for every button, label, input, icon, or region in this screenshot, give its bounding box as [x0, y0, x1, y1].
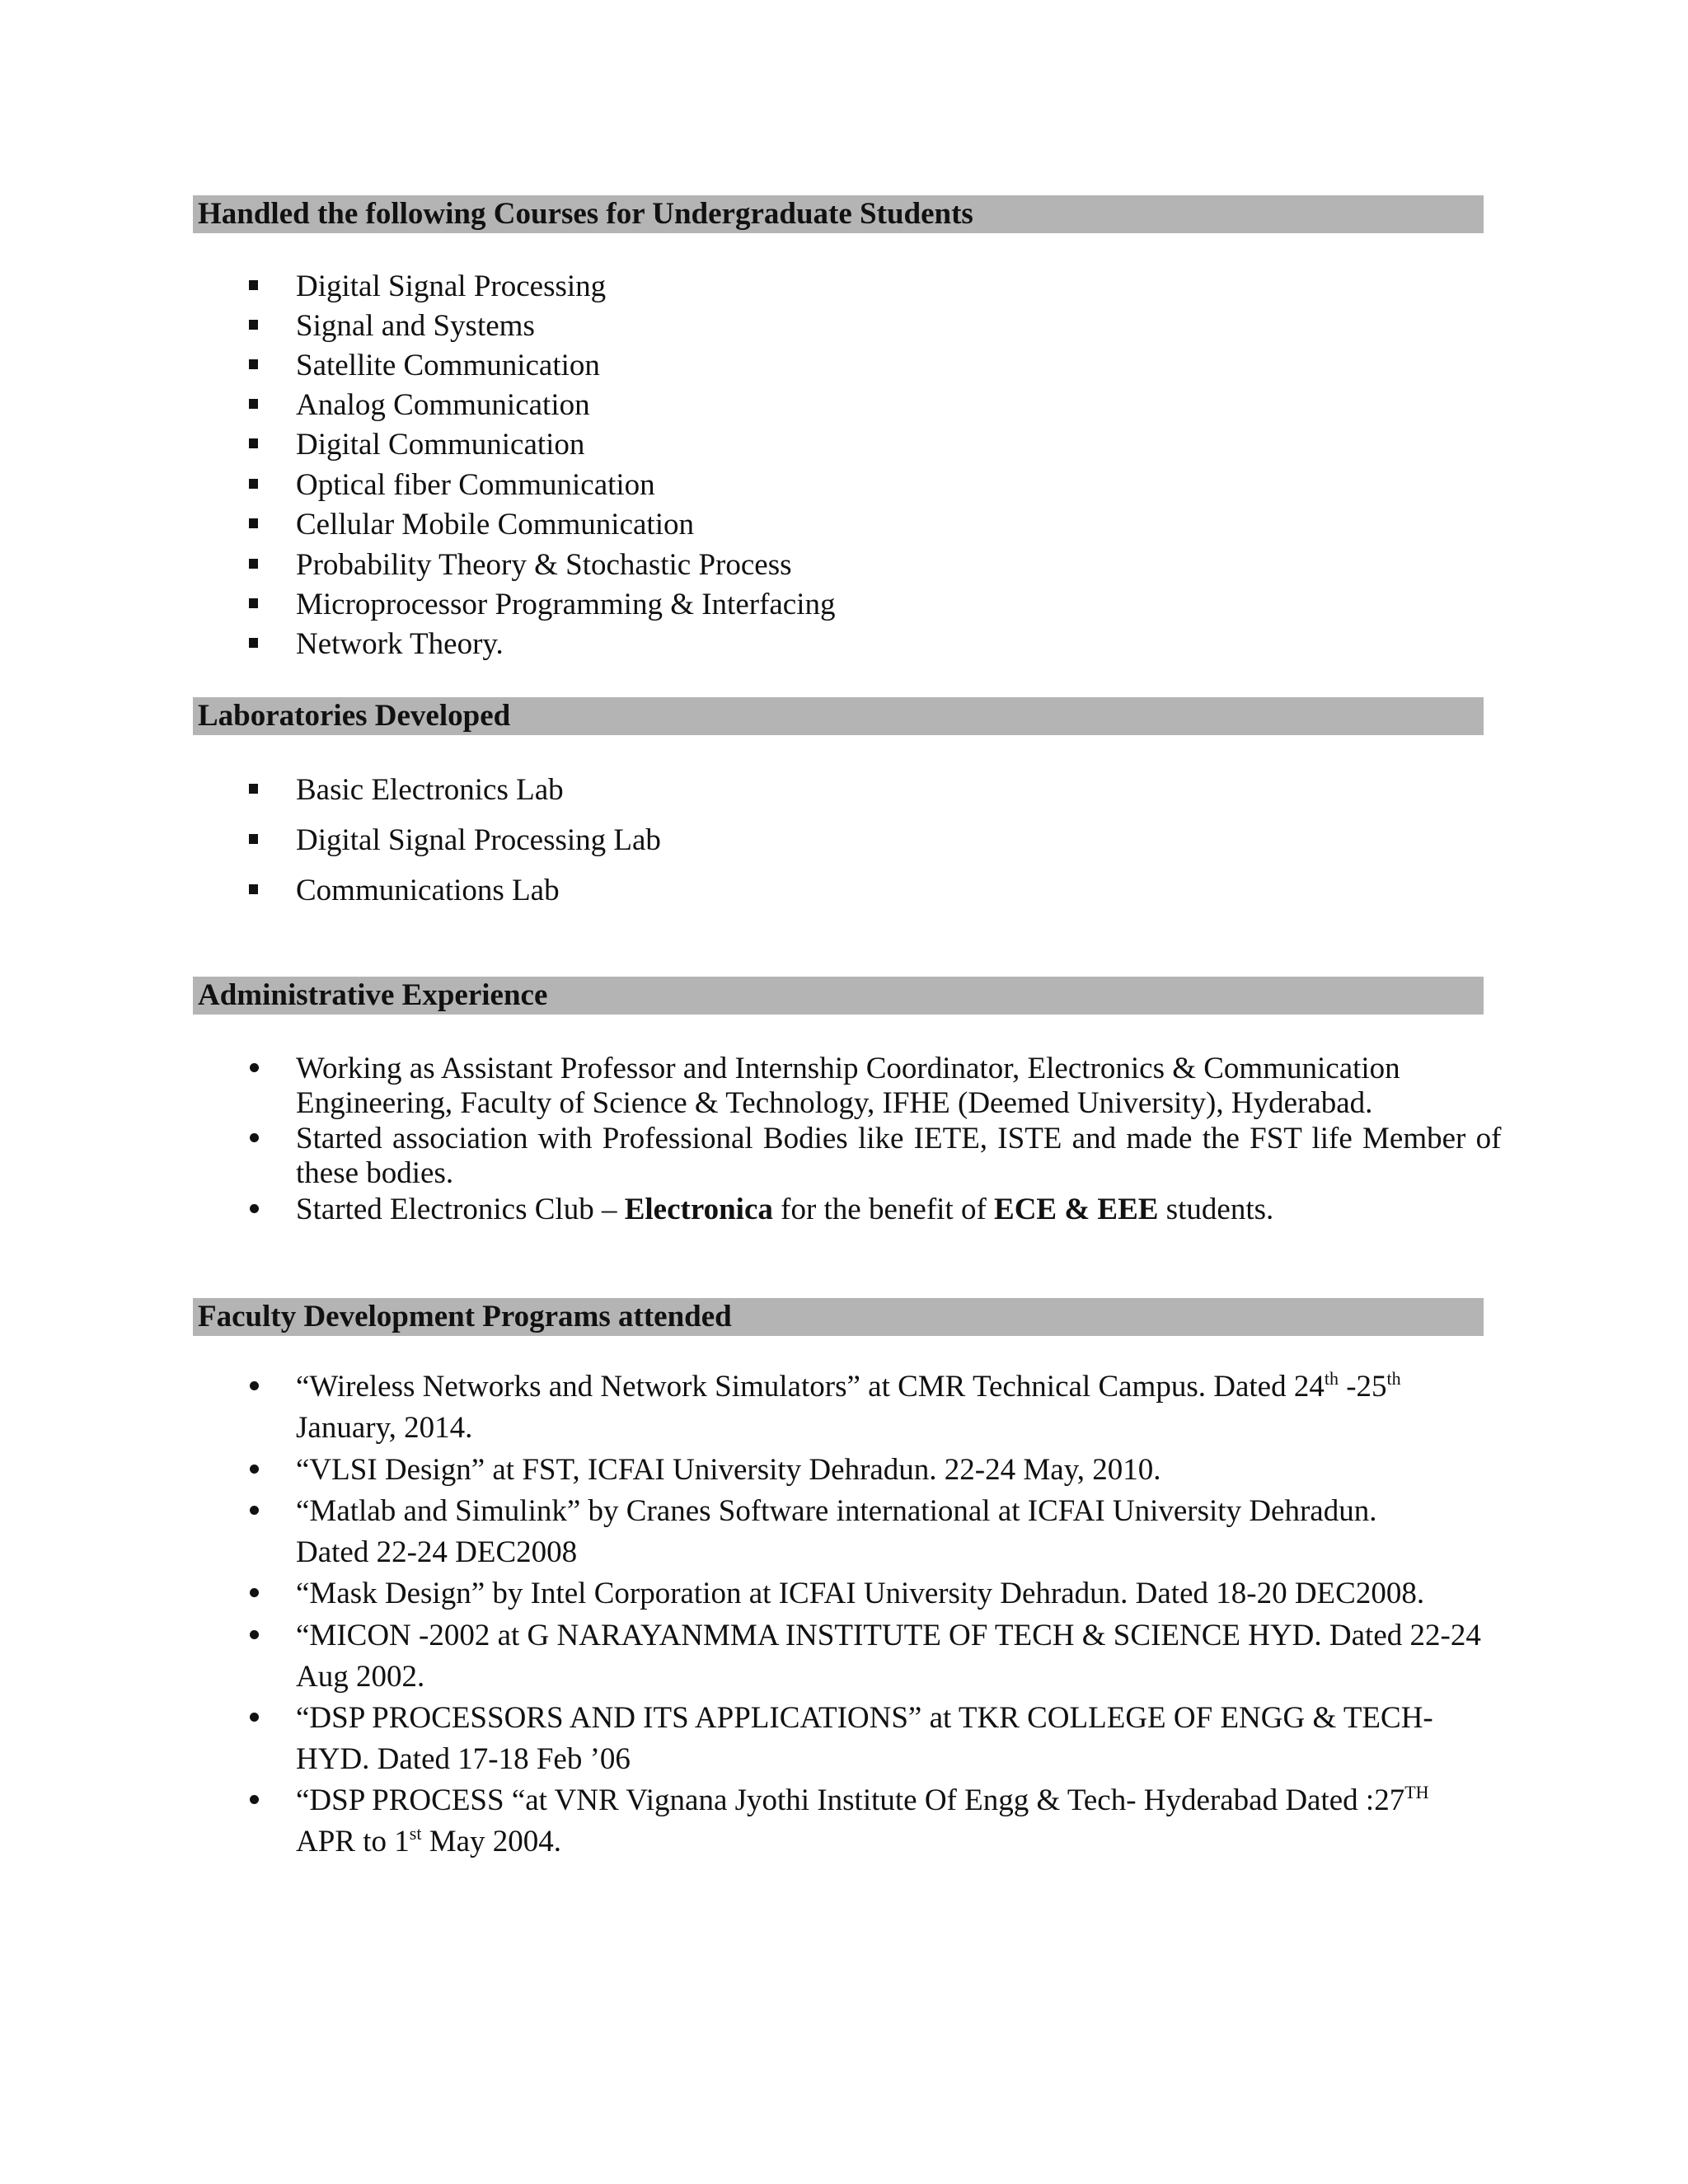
square-bullet-icon: [249, 638, 258, 648]
admin-text-segment: Started Electronics Club –: [296, 1193, 625, 1226]
fdp-item-line: “VLSI Design” at FST, ICFAI University Dehradun. 22-24 May, 2010.: [296, 1453, 1161, 1487]
disc-bullet-icon: [250, 1795, 259, 1804]
section-header-admin: [193, 977, 1484, 1015]
list-item: [0, 823, 1688, 862]
square-bullet-icon: [249, 884, 258, 894]
admin-item-line: [296, 1192, 1273, 1227]
course-item-text: Digital Signal Processing: [296, 269, 607, 303]
section-title-labs: Laboratories Developed: [198, 699, 511, 733]
list-item: [0, 1121, 1688, 1192]
fdp-item-line: “MICON -2002 at G NARAYANMMA INSTITUTE OF TECH & SCIENCE HYD. Dated 22-24: [296, 1619, 1481, 1652]
list-item: [0, 587, 1688, 626]
fdp-text-segment: “Wireless Networks and Network Simulators” at CMR Technical Campus. Dated 24: [296, 1370, 1325, 1404]
lab-item-text: Communications Lab: [296, 874, 560, 907]
fdp-item-line: Dated 22-24 DEC2008: [296, 1535, 578, 1569]
square-bullet-icon: [249, 559, 258, 569]
disc-bullet-icon: [250, 1204, 259, 1213]
list-item: [0, 1700, 1688, 1783]
superscript: th: [1386, 1368, 1401, 1389]
fdp-item-line: [296, 1783, 1429, 1818]
list-item: [0, 467, 1688, 507]
course-item-text: Satellite Communication: [296, 349, 600, 382]
disc-bullet-icon: [250, 1063, 259, 1072]
superscript: th: [1324, 1368, 1339, 1389]
fdp-item-line: HYD. Dated 17-18 Feb ’06: [296, 1742, 631, 1776]
list-item: [0, 626, 1688, 666]
course-item-text: Cellular Mobile Communication: [296, 508, 694, 541]
lab-item-text: Basic Electronics Lab: [296, 773, 564, 807]
section-header-fdp: [193, 1298, 1484, 1336]
list-item: [0, 772, 1688, 812]
list-item: [0, 1618, 1688, 1700]
fdp-item-line: January, 2014.: [296, 1411, 473, 1445]
list-item: [0, 1452, 1688, 1492]
disc-bullet-icon: [250, 1506, 259, 1515]
section-header-courses: [193, 195, 1484, 233]
course-item-text: Optical fiber Communication: [296, 468, 655, 502]
admin-text-segment: for the benefit of: [772, 1193, 995, 1226]
square-bullet-icon: [249, 834, 258, 844]
section-title-fdp: Faculty Development Programs attended: [198, 1300, 732, 1333]
list-item: [0, 269, 1688, 308]
course-item-text: Digital Communication: [296, 428, 585, 462]
section-title-courses: Handled the following Courses for Undergraduate Students: [198, 197, 973, 231]
fdp-text-segment: May 2004.: [421, 1825, 562, 1858]
square-bullet-icon: [249, 320, 258, 330]
admin-item-line: Started association with Professional Bodies like IETE, ISTE and made the FST life Member of: [296, 1122, 1502, 1155]
square-bullet-icon: [249, 280, 258, 290]
section-header-labs: [193, 697, 1484, 735]
disc-bullet-icon: [250, 1588, 259, 1597]
square-bullet-icon: [249, 784, 258, 794]
list-item: [0, 1051, 1688, 1122]
course-item-text: Analog Communication: [296, 388, 590, 422]
list-item: [0, 873, 1688, 912]
lab-item-text: Digital Signal Processing Lab: [296, 823, 661, 857]
fdp-item-line: [296, 1824, 561, 1859]
list-item: [0, 1369, 1688, 1451]
section-title-admin: Administrative Experience: [198, 978, 548, 1012]
course-item-text: Network Theory.: [296, 627, 504, 661]
square-bullet-icon: [249, 359, 258, 369]
course-item-text: Probability Theory & Stochastic Process: [296, 548, 792, 582]
disc-bullet-icon: [250, 1713, 259, 1722]
fdp-item-line: [296, 1369, 1401, 1404]
list-item: [0, 387, 1688, 427]
fdp-text-segment: “DSP PROCESS “at VNR Vignana Jyothi Institute Of Engg & Tech- Hyderabad Dated :27: [296, 1783, 1405, 1817]
list-item: [0, 1576, 1688, 1615]
list-item: [0, 507, 1688, 546]
square-bullet-icon: [249, 598, 258, 608]
list-item: [0, 1192, 1688, 1231]
square-bullet-icon: [249, 518, 258, 528]
list-item: [0, 547, 1688, 587]
square-bullet-icon: [249, 399, 258, 409]
superscript: st: [409, 1823, 422, 1844]
disc-bullet-icon: [250, 1465, 259, 1474]
superscript: TH: [1404, 1782, 1429, 1802]
list-item: [0, 1493, 1688, 1576]
admin-text-segment: students.: [1158, 1193, 1274, 1226]
fdp-item-line: Aug 2002.: [296, 1660, 425, 1694]
fdp-item-line: “Mask Design” by Intel Corporation at ICFAI University Dehradun. Dated 18-20 DEC2008.: [296, 1577, 1425, 1610]
club-name: Electronica: [624, 1193, 773, 1226]
square-bullet-icon: [249, 438, 258, 448]
disc-bullet-icon: [250, 1381, 259, 1390]
departments: ECE & EEE: [994, 1193, 1159, 1226]
list-item: [0, 308, 1688, 348]
fdp-text-segment: -25: [1338, 1370, 1387, 1404]
fdp-item-line: “Matlab and Simulink” by Cranes Software international at ICFAI University Dehradun.: [296, 1494, 1377, 1528]
admin-item-line: Engineering, Faculty of Science & Technology, IFHE (Deemed University), Hyderabad.: [296, 1086, 1373, 1120]
list-item: [0, 348, 1688, 387]
square-bullet-icon: [249, 479, 258, 489]
course-item-text: Signal and Systems: [296, 309, 535, 343]
list-item: [0, 1783, 1688, 1865]
fdp-text-segment: APR to 1: [296, 1825, 410, 1858]
fdp-item-line: “DSP PROCESSORS AND ITS APPLICATIONS” at TKR COLLEGE OF ENGG & TECH-: [296, 1701, 1433, 1735]
disc-bullet-icon: [250, 1133, 259, 1142]
list-item: [0, 427, 1688, 466]
admin-item-line: these bodies.: [296, 1156, 454, 1190]
disc-bullet-icon: [250, 1630, 259, 1639]
admin-item-line: Working as Assistant Professor and Internship Coordinator, Electronics & Communication: [296, 1052, 1400, 1085]
course-item-text: Microprocessor Programming & Interfacing: [296, 588, 836, 621]
